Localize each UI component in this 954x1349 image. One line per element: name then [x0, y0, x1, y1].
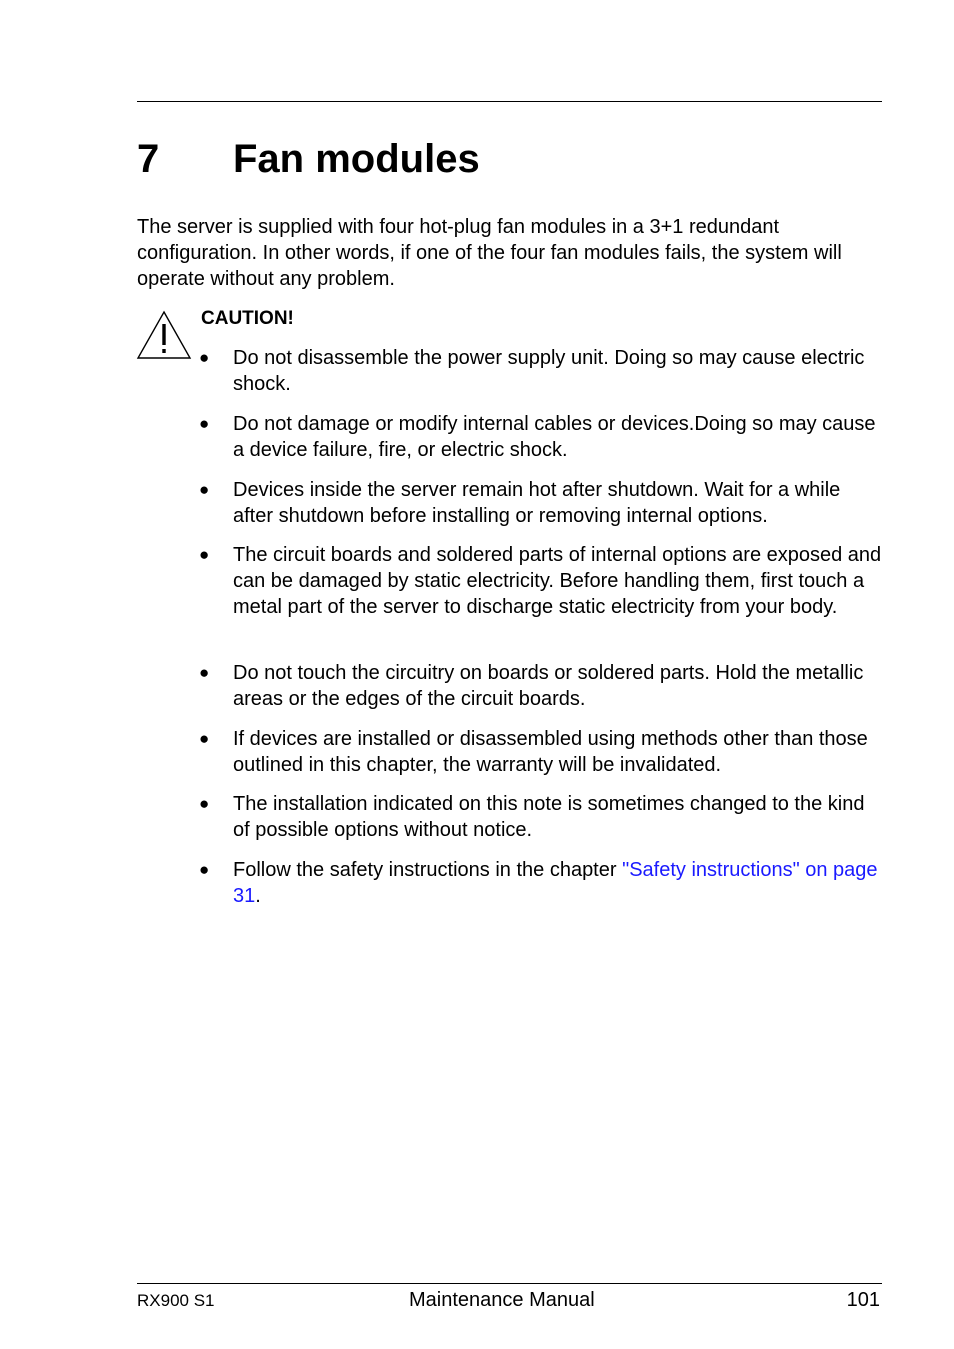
- safety-instructions-link[interactable]: "Safety instructions" on page 31: [233, 859, 878, 907]
- chapter-number: 7: [137, 137, 160, 181]
- list-item-text: The circuit boards and soldered parts of internal options are exposed and can be damaged by static electricity. Before handling them, first touch a metal part of the server to discharge static electricity from your body.: [233, 544, 882, 618]
- footer-rule: [137, 1283, 882, 1284]
- bullet-icon: ●: [199, 414, 210, 433]
- list-item-text-end: .: [255, 885, 261, 907]
- list-item: [199, 411, 885, 463]
- warning-triangle-icon: [136, 310, 192, 360]
- list-item-text: The installation indicated on this note is sometimes changed to the kind of possible options without notice.: [233, 793, 865, 841]
- bullet-icon: ●: [199, 794, 210, 813]
- page-number: 101: [846, 1289, 880, 1311]
- bullet-icon: ●: [199, 545, 210, 564]
- list-item-text: If devices are installed or disassembled using methods other than those outlined in this chapter, the warranty will be invalidated.: [233, 728, 868, 776]
- list-item-text: Do not touch the circuitry on boards or soldered parts. Hold the metallic areas or the edges of the circuit boards.: [233, 662, 864, 710]
- bullet-icon: ●: [199, 480, 210, 499]
- list-item: [199, 791, 885, 843]
- list-item-text: Do not damage or modify internal cables or devices.Doing so may cause a device failure, fire, or electric shock.: [233, 413, 876, 461]
- list-item-text: Do not disassemble the power supply unit. Doing so may cause electric shock.: [233, 347, 865, 395]
- footer-manual-title: Maintenance Manual: [409, 1289, 595, 1311]
- bullet-icon: ●: [199, 348, 210, 367]
- list-item: [199, 542, 885, 620]
- intro-paragraph: The server is supplied with four hot-plug fan modules in a 3+1 redundant configuration. In other words, if one of the four fan modules fails, the system will operate without any problem.: [137, 216, 842, 290]
- list-item: [199, 726, 885, 778]
- footer-model: RX900 S1: [137, 1291, 215, 1310]
- list-item: [199, 857, 885, 909]
- chapter-title: Fan modules: [233, 137, 480, 181]
- list-item: [199, 477, 885, 529]
- bullet-icon: ●: [199, 663, 210, 682]
- list-item-text: Devices inside the server remain hot after shutdown. Wait for a while after shutdown before installing or removing internal options.: [233, 479, 841, 527]
- header-rule: [137, 101, 882, 102]
- caution-label: CAUTION!: [201, 308, 294, 329]
- bullet-icon: ●: [199, 860, 210, 879]
- bullet-icon: ●: [199, 729, 210, 748]
- list-item-text: Follow the safety instructions in the chapter: [233, 859, 623, 881]
- list-item: [199, 660, 885, 712]
- list-item: [199, 345, 885, 397]
